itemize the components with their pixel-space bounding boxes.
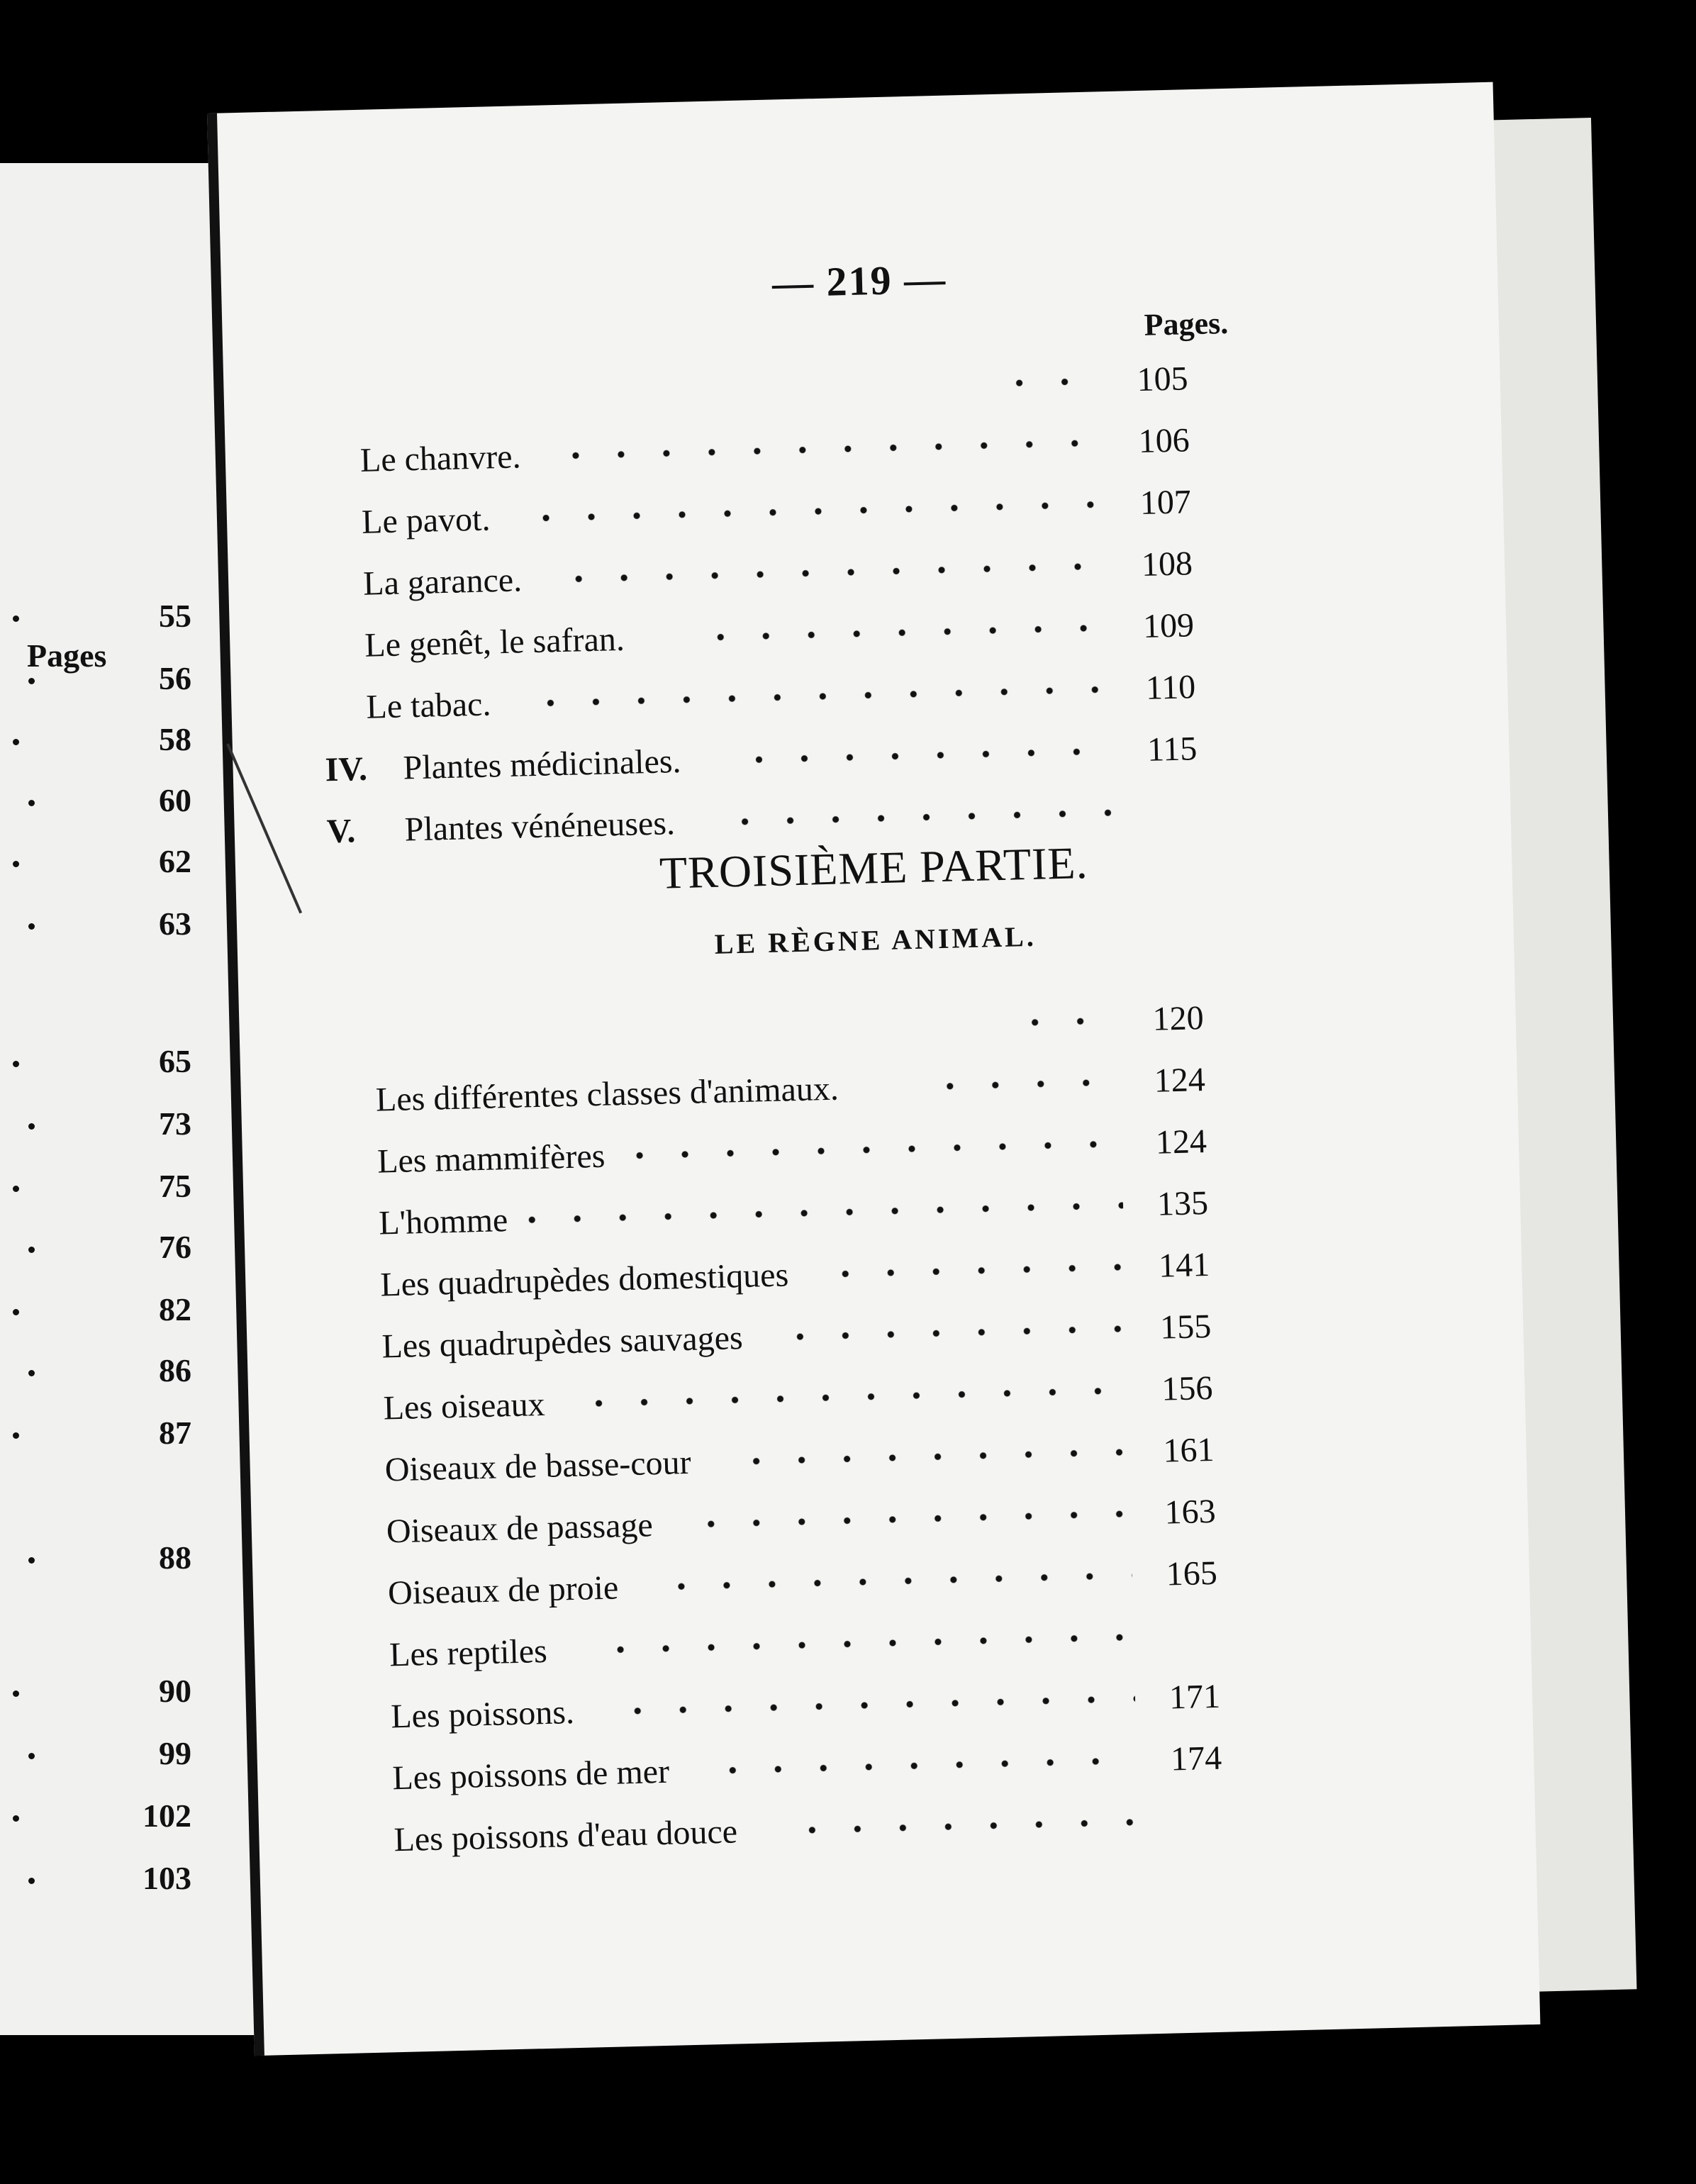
leader-dots	[736, 747, 1112, 764]
toc-entry-page	[1133, 1615, 1218, 1617]
leader-dots	[777, 1325, 1126, 1342]
leader-dots	[822, 1263, 1125, 1278]
section-heading: LE RÈGNE ANIMAL.	[714, 920, 1037, 960]
toc-entry-title: Plantes vénéneuses.	[404, 804, 676, 849]
toc-entry-page: 106	[1138, 421, 1190, 461]
toc-entry-title: Le genêt, le safran.	[364, 620, 625, 664]
leader-dot	[28, 678, 35, 684]
toc-entry-numeral: V.	[326, 812, 356, 851]
leader-dot	[28, 1123, 35, 1130]
left-page-number: 86	[159, 1352, 191, 1388]
leader-dots	[1012, 1016, 1119, 1027]
left-page-number: 56	[159, 660, 191, 696]
toc-entry-title: La garance.	[362, 561, 523, 603]
toc-entry-title: Les quadrupèdes domestiques	[379, 1256, 789, 1304]
left-page-number: 99	[159, 1735, 191, 1771]
leader-dots	[556, 562, 1108, 584]
leader-dot	[28, 800, 35, 806]
toc-entry-title: Plantes médicinales.	[402, 742, 682, 787]
toc-entry-title: Les oiseaux	[383, 1385, 546, 1427]
leader-dots	[927, 1078, 1120, 1091]
left-page-number: 87	[159, 1415, 191, 1451]
toc-entry-page: 174	[1170, 1739, 1222, 1778]
toc-entry-page: 161	[1162, 1430, 1215, 1470]
toc-entry-page: 115	[1147, 730, 1198, 769]
left-page-number: 55	[159, 598, 191, 634]
leader-dots	[523, 500, 1106, 523]
toc-entry-page: 165	[1166, 1554, 1218, 1593]
leader-dots	[576, 1386, 1127, 1408]
leader-dots	[617, 1140, 1122, 1160]
left-pages-label: Pages	[27, 637, 107, 674]
left-page-number: 82	[159, 1291, 191, 1327]
main-page	[207, 82, 1540, 2056]
leader-dots	[688, 1510, 1131, 1529]
toc-entry-title: Les quadrupèdes sauvages	[381, 1319, 744, 1366]
toc-entry-title: Les différentes classes d'animaux.	[375, 1069, 839, 1119]
toc-entry-numeral: IV.	[325, 750, 368, 789]
leader-dot	[13, 739, 19, 745]
toc-entry-title: Les poissons d'eau douce	[393, 1812, 738, 1859]
toc-entry-title: Les poissons de mer	[391, 1752, 670, 1798]
left-page-number: 76	[159, 1229, 191, 1265]
toc-entry-title: Les poissons.	[390, 1693, 575, 1736]
pages-column-header: Pages.	[1144, 305, 1229, 342]
toc-entry-page: 135	[1156, 1183, 1209, 1223]
toc-entry-page: 124	[1155, 1122, 1207, 1161]
leader-dot	[13, 615, 19, 622]
leader-dots	[722, 808, 1113, 826]
left-page-number: 65	[159, 1043, 191, 1079]
toc-entry-page: 110	[1145, 668, 1196, 707]
left-page-number: 75	[159, 1168, 191, 1204]
leader-dots	[659, 1571, 1132, 1591]
toc-entry-page: 155	[1159, 1307, 1212, 1347]
part-heading: TROISIÈME PARTIE.	[659, 837, 1089, 898]
leader-dot	[13, 1815, 19, 1822]
leader-dot	[13, 1690, 19, 1697]
toc-entry-page: 108	[1141, 545, 1193, 584]
toc-entry-page: 107	[1139, 483, 1192, 523]
toc-entry-title: Le pavot.	[361, 500, 491, 541]
toc-entry-title: Oiseaux de basse-cour	[384, 1443, 692, 1489]
toc-entry-title: L'homme	[378, 1201, 508, 1242]
toc-entry-title: Les mammifères	[376, 1137, 606, 1181]
toc-entry-title: Oiseaux de proie	[387, 1569, 619, 1612]
toc-entry-page: 171	[1168, 1677, 1221, 1717]
toc-entry-page	[1113, 791, 1198, 793]
left-page-number: 63	[159, 906, 191, 942]
leader-dots	[598, 1633, 1134, 1654]
leader-dot	[13, 1309, 19, 1315]
toc-entry-page: 109	[1142, 606, 1195, 645]
leader-dot	[28, 923, 35, 930]
toc-entry-page: 105	[1136, 360, 1189, 399]
left-page-number: 73	[159, 1105, 191, 1142]
left-page-number: 103	[143, 1860, 191, 1896]
left-page-number: 60	[159, 782, 191, 818]
left-page-number: 90	[159, 1673, 191, 1709]
leader-dot	[28, 1370, 35, 1376]
leader-dots	[789, 1818, 1138, 1835]
leader-dots	[710, 1756, 1137, 1776]
leader-dots	[698, 623, 1109, 642]
left-page-number: 58	[159, 721, 191, 757]
toc-entry-page: 124	[1154, 1061, 1206, 1100]
toc-entry-title: Oiseaux de passage	[386, 1506, 654, 1551]
leader-dots	[553, 438, 1105, 460]
leader-dot	[28, 1878, 35, 1884]
toc-entry-page: 156	[1161, 1369, 1213, 1408]
toc-entry-page: 141	[1158, 1245, 1210, 1285]
toc-entry-title: Le chanvre.	[359, 438, 522, 479]
toc-entry-title: Le tabac.	[365, 685, 491, 726]
toc-entry-page: 120	[1151, 999, 1205, 1038]
leader-dot	[28, 1557, 35, 1564]
leader-dot	[13, 1061, 19, 1067]
left-page-number: 88	[159, 1539, 191, 1576]
leader-dot	[28, 1247, 35, 1253]
leader-dot	[13, 861, 19, 867]
leader-dot	[28, 1753, 35, 1759]
leader-dots	[528, 685, 1110, 708]
leader-dots	[996, 377, 1103, 388]
leader-dots	[509, 1201, 1123, 1225]
toc-entry-page	[1138, 1800, 1223, 1803]
leader-dots	[734, 1448, 1129, 1466]
leader-dot	[13, 1432, 19, 1439]
leader-dots	[615, 1695, 1135, 1716]
toc-entry-page: 163	[1164, 1492, 1217, 1532]
toc-entry-title: Les reptiles	[389, 1632, 548, 1674]
page-number: — 219 —	[771, 255, 947, 306]
left-page-number: 102	[143, 1798, 191, 1834]
left-page-number: 62	[159, 843, 191, 879]
leader-dot	[13, 1186, 19, 1192]
